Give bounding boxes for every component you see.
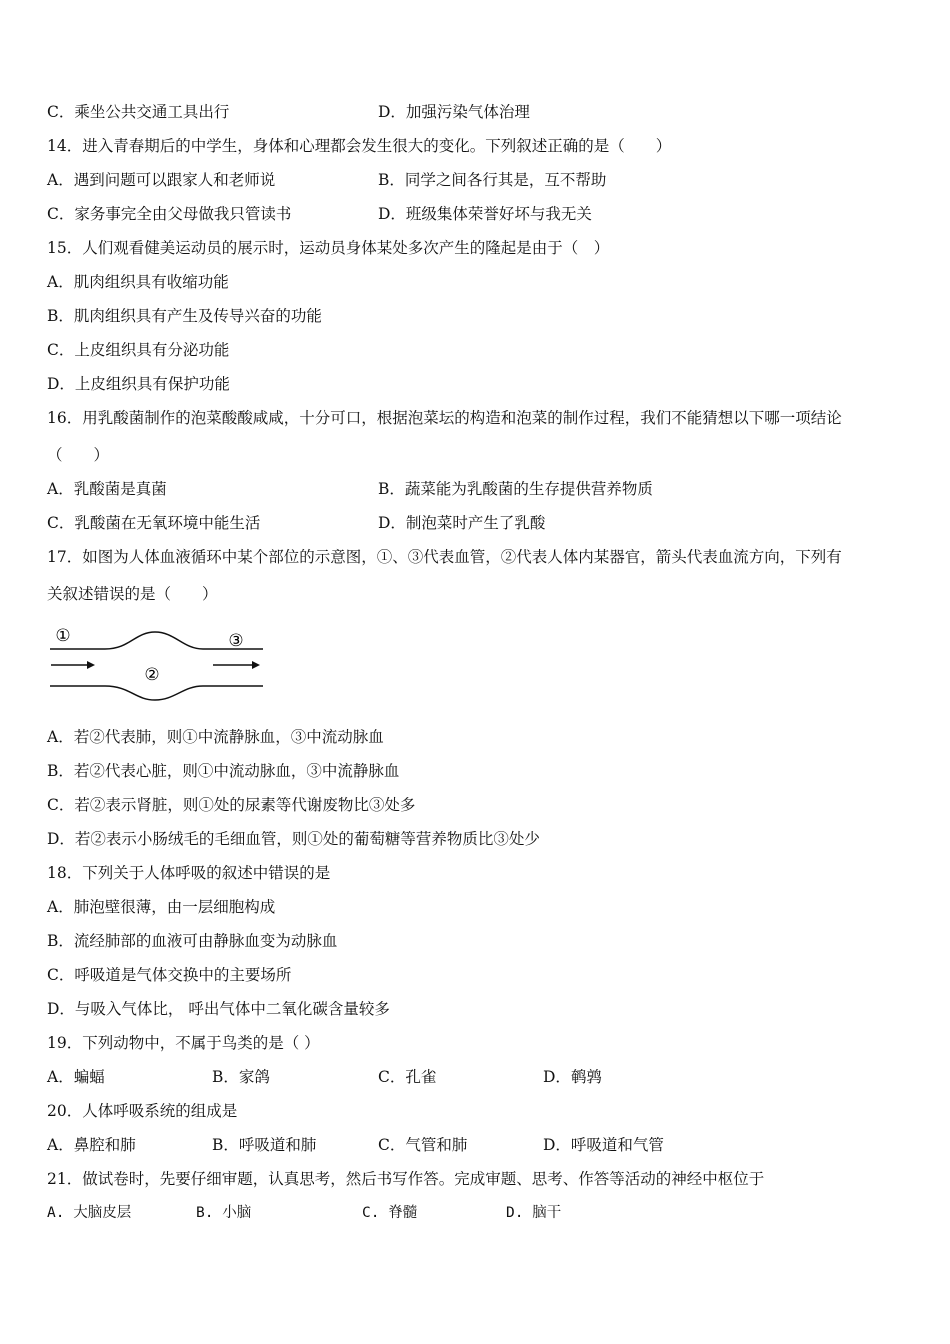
q17-option-d: D．若②表示小肠绒毛的毛细血管，则①处的葡萄糖等营养物质比③处少 — [47, 830, 540, 848]
q21-option-b: B. 小脑 — [196, 1205, 252, 1221]
q13-option-d: D．加强污染气体治理 — [378, 103, 530, 121]
q18-option-a: A．肺泡壁很薄，由一层细胞构成 — [47, 898, 276, 916]
blood-circulation-diagram — [45, 622, 270, 702]
q19-option-d: D．鹌鹑 — [543, 1068, 602, 1086]
q20-option-b: B．呼吸道和肺 — [212, 1136, 317, 1154]
label-vessel-3: ③ — [228, 631, 244, 651]
q16-stem-line2: （ ） — [47, 446, 110, 464]
q17-stem-line2: 关叙述错误的是（ ） — [47, 585, 218, 603]
q15-option-c: C．上皮组织具有分泌功能 — [47, 341, 230, 359]
q18-option-d: D．与吸入气体比， 呼出气体中二氧化碳含量较多 — [47, 1000, 390, 1018]
q19-stem: 19．下列动物中，不属于鸟类的是（ ） — [47, 1034, 320, 1052]
q17-option-c: C．若②表示肾脏，则①处的尿素等代谢废物比③处多 — [47, 796, 416, 814]
q21-option-c: C. 脊髓 — [362, 1205, 418, 1221]
q20-stem: 20．人体呼吸系统的组成是 — [47, 1102, 238, 1120]
q17-option-a: A．若②代表肺，则①中流静脉血，③中流动脉血 — [47, 728, 384, 746]
q16-option-d: D．制泡菜时产生了乳酸 — [378, 514, 546, 532]
q14-stem: 14．进入青春期后的中学生，身体和心理都会发生很大的变化。下列叙述正确的是（ ） — [47, 137, 672, 155]
q21-option-d: D. 脑干 — [506, 1205, 562, 1221]
q19-option-b: B．家鸽 — [212, 1068, 270, 1086]
q18-option-b: B．流经肺部的血液可由静脉血变为动脉血 — [47, 932, 338, 950]
q16-option-c: C．乳酸菌在无氧环境中能生活 — [47, 514, 261, 532]
q20-option-d: D．呼吸道和气管 — [543, 1136, 664, 1154]
q20-option-c: C．气管和肺 — [378, 1136, 468, 1154]
q13-option-c: C．乘坐公共交通工具出行 — [47, 103, 230, 121]
q15-option-d: D．上皮组织具有保护功能 — [47, 375, 230, 393]
q14-option-b: B．同学之间各行其是，互不帮助 — [378, 171, 607, 189]
q17-option-b: B．若②代表心脏，则①中流动脉血，③中流静脉血 — [47, 762, 400, 780]
q16-option-b: B．蔬菜能为乳酸菌的生存提供营养物质 — [378, 480, 653, 498]
label-organ-2: ② — [144, 665, 160, 685]
q16-option-a: A．乳酸菌是真菌 — [47, 480, 167, 498]
label-vessel-1: ① — [55, 626, 71, 646]
q17-stem-line1: 17．如图为人体血液循环中某个部位的示意图，①、③代表血管，②代表人体内某器官，箭头代表血流方向，下列有 — [47, 548, 842, 566]
q21-stem: 21．做试卷时，先要仔细审题，认真思考，然后书写作答。完成审题、思考、作答等活动的神经中枢位于 — [47, 1170, 765, 1188]
q18-option-c: C．呼吸道是气体交换中的主要场所 — [47, 966, 292, 984]
q14-option-a: A．遇到问题可以跟家人和老师说 — [47, 171, 276, 189]
vessel-lower-outline — [50, 686, 263, 700]
q20-option-a: A．鼻腔和肺 — [47, 1136, 136, 1154]
q19-option-a: A．蝙蝠 — [47, 1068, 105, 1086]
q15-stem: 15．人们观看健美运动员的展示时，运动员身体某处多次产生的隆起是由于（ ） — [47, 239, 610, 257]
q18-stem: 18．下列关于人体呼吸的叙述中错误的是 — [47, 864, 331, 882]
q14-option-c: C．家务事完全由父母做我只管读书 — [47, 205, 292, 223]
q19-option-c: C．孔雀 — [378, 1068, 437, 1086]
q16-stem-line1: 16．用乳酸菌制作的泡菜酸酸咸咸，十分可口，根据泡菜坛的构造和泡菜的制作过程，我们不能猜想以下哪一项结论 — [47, 409, 842, 427]
left-arrow-icon — [51, 661, 95, 669]
q15-option-b: B．肌肉组织具有产生及传导兴奋的功能 — [47, 307, 322, 325]
q21-option-a: A. 大脑皮层 — [47, 1205, 132, 1221]
q15-option-a: A．肌肉组织具有收缩功能 — [47, 273, 229, 291]
q14-option-d: D．班级集体荣誉好坏与我无关 — [378, 205, 592, 223]
right-arrow-icon — [213, 661, 260, 669]
